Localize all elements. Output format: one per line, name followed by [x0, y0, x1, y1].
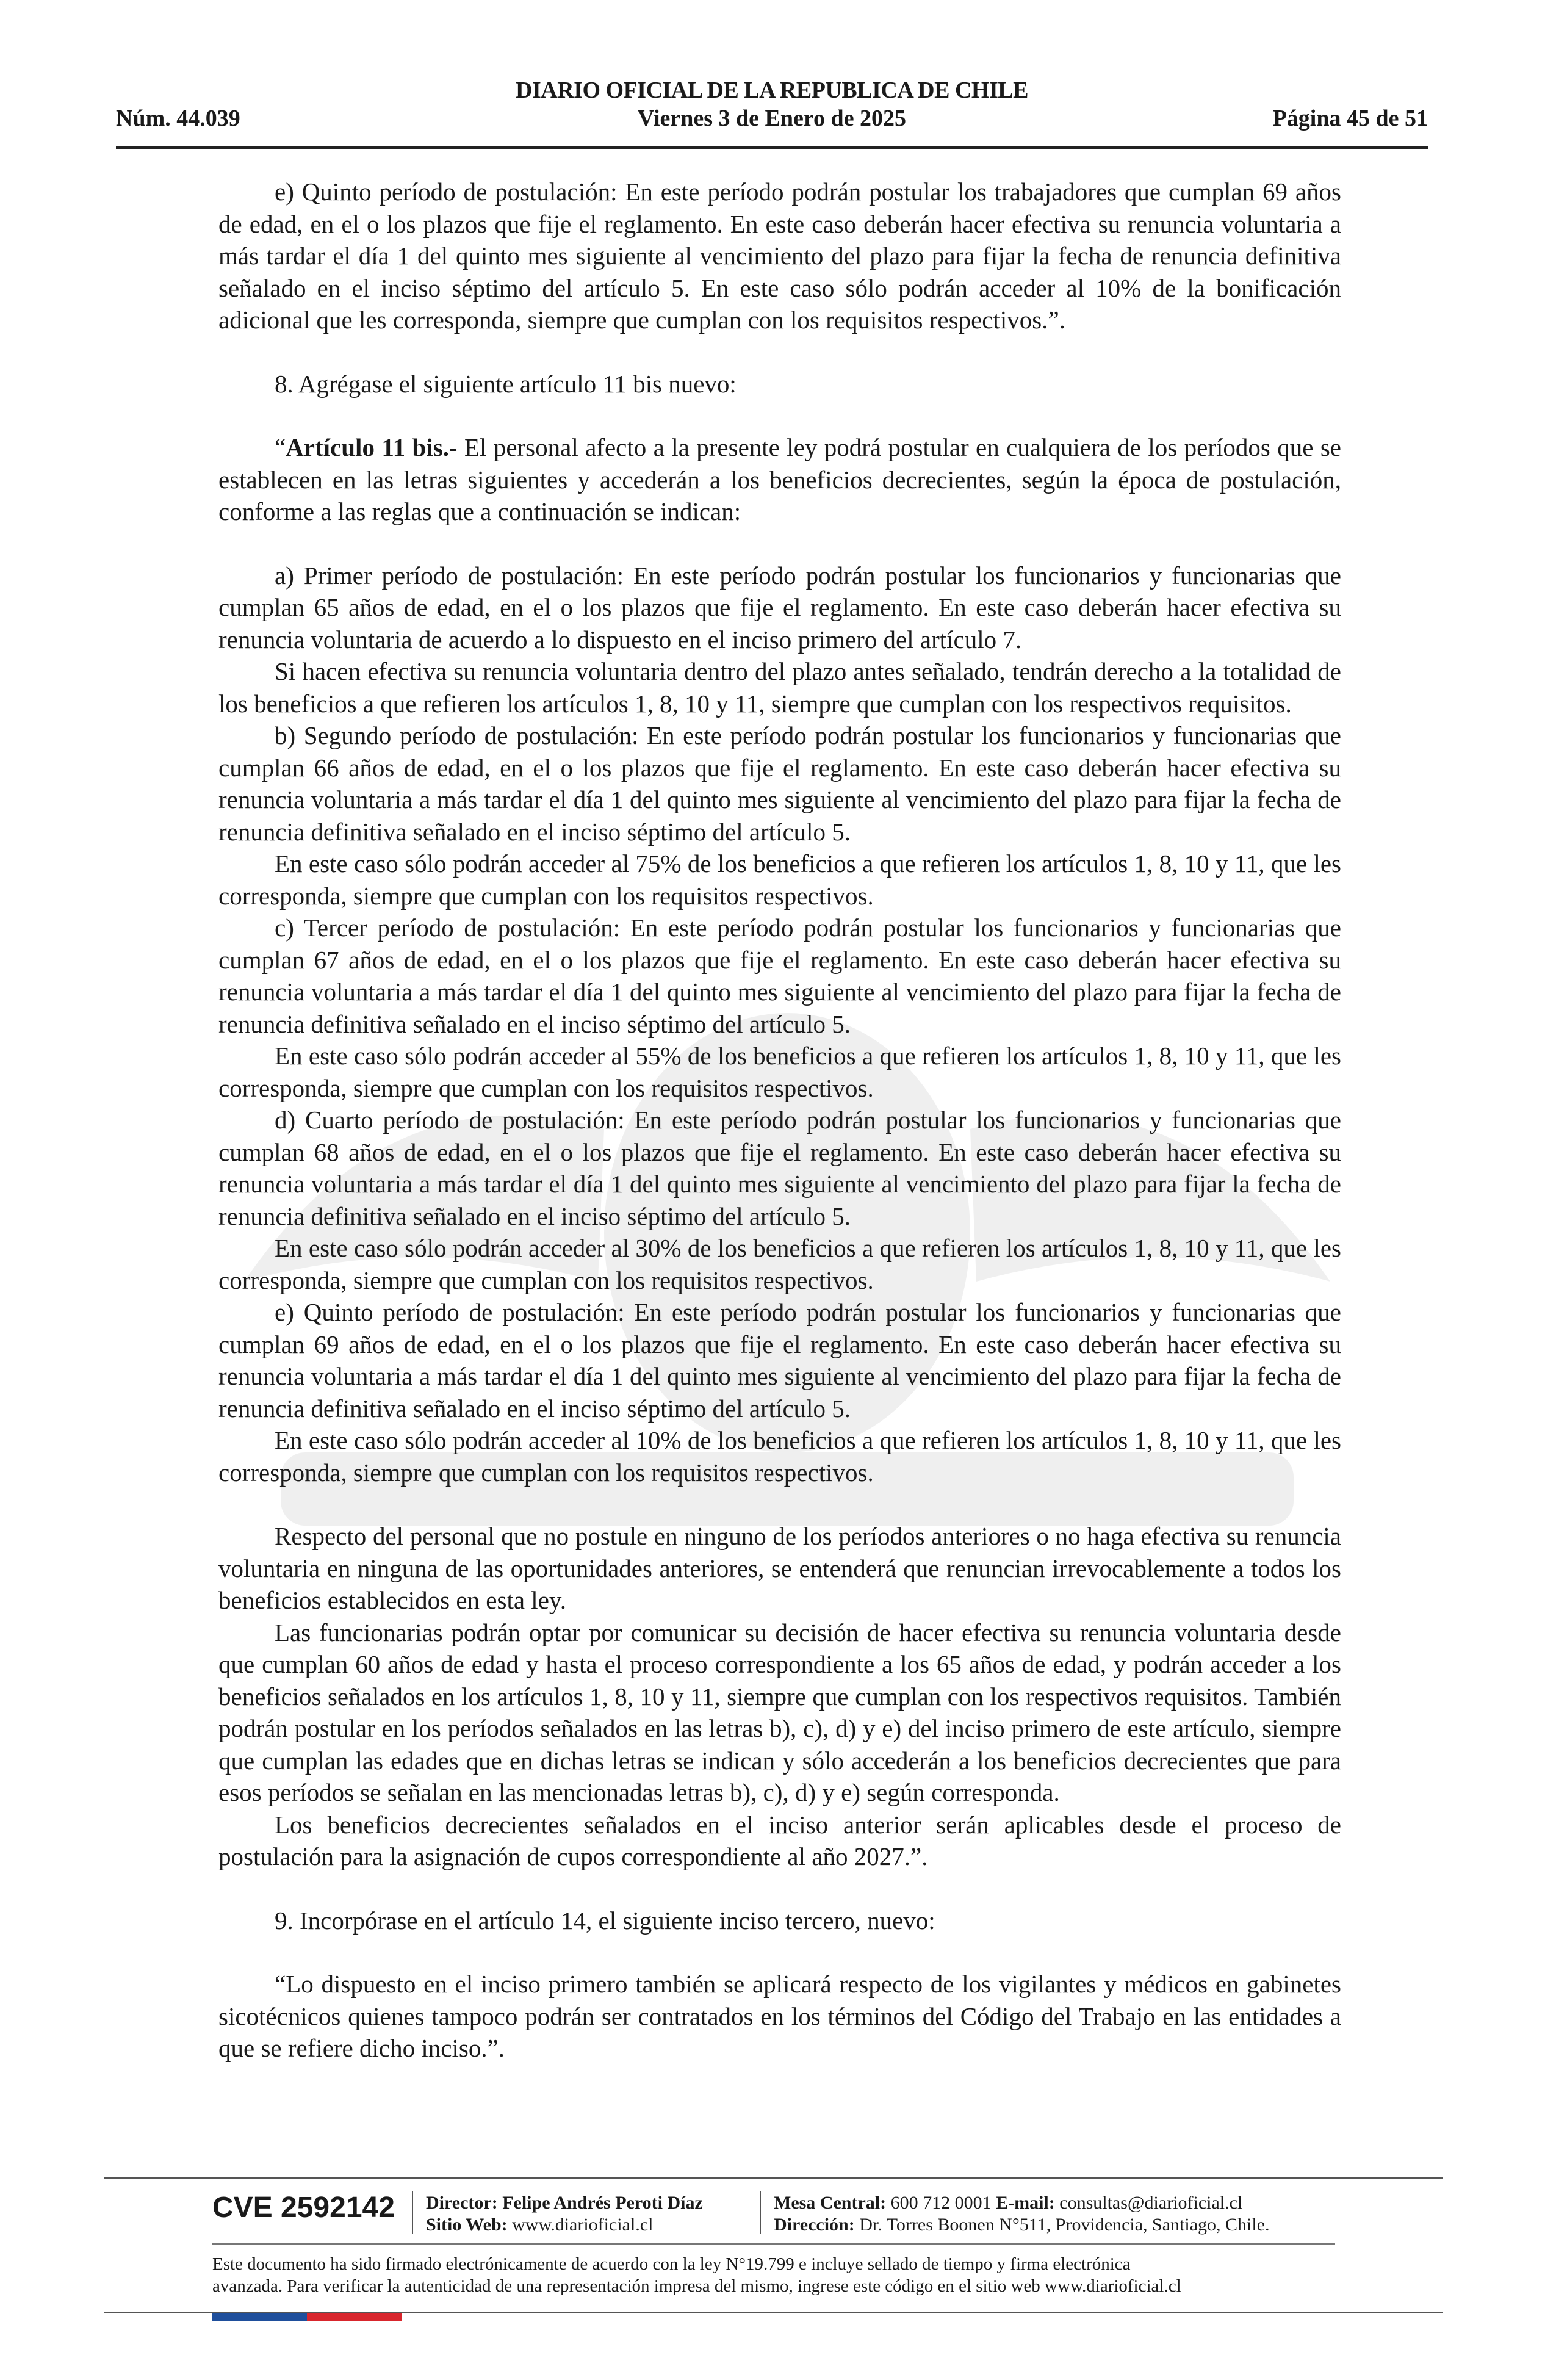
phone-number: 600 712 0001: [890, 2193, 992, 2213]
signature-notice: [212, 2253, 1335, 2297]
paragraph: b) Segundo período de postulación: En este período podrán postular los funcionarios y funcionarias que cumplan 66 años de edad, en el o los plazos que fije el reglamento. En este caso deberán hacer efectiva su renuncia voluntaria a más tardar el día 1 del quinto mes siguiente al vencimiento del plazo para fijar la fecha de renuncia definitiva señalado en el inciso séptimo del artículo 5.: [218, 721, 1341, 846]
article-intro-paragraph: [218, 431, 1341, 528]
paragraph: Los beneficios decrecientes señalados en el inciso anterior serán aplicables desde el proceso de postulación para la asignación de cupos correspondiente al año 2027.”.: [218, 1810, 1341, 1870]
cve-code: CVE 2592142: [212, 2191, 395, 2224]
document-body: [218, 176, 1341, 2064]
footer-separator: [760, 2191, 761, 2234]
flag-stripe-red: [307, 2313, 402, 2321]
footer-director-block: [426, 2192, 703, 2236]
article-heading: Artículo 11 bis.-: [286, 433, 458, 461]
page-header: [116, 72, 1428, 149]
website-link[interactable]: www.diarioficial.cl: [512, 2215, 654, 2235]
paragraph: Las funcionarias podrán optar por comunicar su decisión de hacer efectiva su renuncia voluntaria desde que cumplan 60 años de edad y hasta el proceso correspondiente a los 65 años de edad, y podrán acceder a los beneficios señalados en los artículos 1, 8, 10 y 11, siempre que cumplan con los respectivos requisitos. También podrán postular en los períodos señalados en las letras b), c), d) y e) del inciso primero de este artículo, siempre que cumplan las edades que en dichas letras se indican y sólo accederán a los beneficios decrecientes que para esos períodos se señalan en las mencionadas letras b), c), d) y e) según corresponda.: [218, 1618, 1341, 1806]
open-quote: “: [275, 433, 286, 461]
footer-contact-block: [774, 2192, 1270, 2236]
paragraph: 9. Incorpórase en el artículo 14, el siguiente inciso tercero, nuevo:: [275, 1906, 935, 1935]
director-label: Director:: [426, 2193, 498, 2213]
issue-number: Núm. 44.039: [116, 106, 240, 131]
paragraph: Si hacen efectiva su renuncia voluntaria dentro del plazo antes señalado, tendrán derecho a la totalidad de los beneficios a que refieren los artículos 1, 8, 10 y 11, siempre que cumplan con los respectivos requisitos.: [218, 657, 1341, 718]
footer-divider: [104, 2177, 1443, 2179]
email-label: E-mail:: [996, 2193, 1055, 2213]
paragraph: a) Primer período de postulación: En este período podrán postular los funcionarios y funcionarias que cumplan 65 años de edad, en el o los plazos que fije el reglamento. En este caso deberán hacer efectiva su renuncia voluntaria de acuerdo a lo dispuesto en el inciso primero del artículo 7.: [218, 561, 1341, 654]
paragraph: En este caso sólo podrán acceder al 30% de los beneficios a que refieren los artículos 1, 8, 10 y 11, que les corresponda, siempre que cumplan con los requisitos respectivos.: [218, 1234, 1341, 1294]
article-intro-text: El personal afecto a la presente ley podrá postular en cualquiera de los períodos que se establecen en las letras siguientes y accederán a los beneficios decrecientes, según la época de postulación, conforme a las reglas que a continuación se indican:: [218, 433, 1341, 525]
paragraph: d) Cuarto período de postulación: En este período podrán postular los funcionarios y funcionarias que cumplan 68 años de edad, en el o los plazos que fije el reglamento. En este caso deberán hacer efectiva su renuncia voluntaria a más tardar el día 1 del quinto mes siguiente al vencimiento del plazo para fijar la fecha de renuncia definitiva señalado en el inciso séptimo del artículo 5.: [218, 1106, 1341, 1230]
flag-stripe-blue: [212, 2313, 307, 2321]
paragraph: En este caso sólo podrán acceder al 75% de los beneficios a que refieren los artículos 1, 8, 10 y 11, que les corresponda, siempre que cumplan con los requisitos respectivos.: [218, 849, 1341, 910]
address-value: Dr. Torres Boonen N°511, Providencia, Santiago, Chile.: [859, 2215, 1270, 2235]
newspaper-title: DIARIO OFICIAL DE LA REPUBLICA DE CHILE: [516, 78, 1028, 103]
paragraph: “Lo dispuesto en el inciso primero también se aplicará respecto de los vigilantes y médicos en gabinetes sicotécnicos quienes tampoco podrán ser contratados en los términos del Código del Trabajo en las entidades a que se refiere dicho inciso.”.: [218, 1970, 1341, 2062]
mesa-label: Mesa Central:: [774, 2193, 887, 2213]
footer-inner-divider: [212, 2243, 1335, 2245]
signature-notice-line: avanzada. Para verificar la autenticidad de una representación impresa del mismo, ingrese este código en el sitio web www.diarioficial.cl: [212, 2276, 1181, 2296]
footer-separator: [412, 2191, 413, 2234]
signature-notice-line: Este documento ha sido firmado electrónicamente de acuerdo con la ley N°19.799 e incluye sellado de tiempo y firma electrónica: [212, 2254, 1131, 2274]
email-link[interactable]: consultas@diarioficial.cl: [1059, 2193, 1243, 2213]
footer-bottom-divider: [104, 2312, 1443, 2313]
paragraph: Respecto del personal que no postule en ninguno de los períodos anteriores o no haga efectiva su renuncia voluntaria en ninguna de las oportunidades anteriores, se entenderá que renuncian irrevocablemente a todos los beneficios establecidos en esta ley.: [218, 1522, 1341, 1614]
paragraph: En este caso sólo podrán acceder al 10% de los beneficios a que refieren los artículos 1, 8, 10 y 11, que les corresponda, siempre que cumplan con los requisitos respectivos.: [218, 1426, 1341, 1487]
website-label: Sitio Web:: [426, 2215, 508, 2235]
issue-date: Viernes 3 de Enero de 2025: [637, 106, 907, 131]
paragraph: En este caso sólo podrán acceder al 55% de los beneficios a que refieren los artículos 1, 8, 10 y 11, que les corresponda, siempre que cumplan con los requisitos respectivos.: [218, 1042, 1341, 1102]
director-name: Felipe Andrés Peroti Díaz: [502, 2193, 703, 2213]
page-number: Página 45 de 51: [1272, 106, 1428, 131]
paragraph: c) Tercer período de postulación: En este período podrán postular los funcionarios y funcionarias que cumplan 67 años de edad, en el o los plazos que fije el reglamento. En este caso deberán hacer efectiva su renuncia voluntaria a más tardar el día 1 del quinto mes siguiente al vencimiento del plazo para fijar la fecha de renuncia definitiva señalado en el inciso séptimo del artículo 5.: [218, 914, 1341, 1038]
address-label: Dirección:: [774, 2215, 855, 2235]
paragraph: e) Quinto período de postulación: En este período podrán postular los funcionarios y funcionarias que cumplan 69 años de edad, en el o los plazos que fije el reglamento. En este caso deberán hacer efectiva su renuncia voluntaria a más tardar el día 1 del quinto mes siguiente al vencimiento del plazo para fijar la fecha de renuncia definitiva señalado en el inciso séptimo del artículo 5.: [218, 1298, 1341, 1423]
paragraph: e) Quinto período de postulación: En este período podrán postular los trabajadores que cumplan 69 años de edad, en el o los plazos que fije el reglamento. En este caso deberán hacer efectiva su renuncia voluntaria a más tardar el día 1 del quinto mes siguiente al vencimiento del plazo para fijar la fecha de renuncia definitiva señalado en el inciso séptimo del artículo 5. En este caso sólo podrán acceder al 10% de la bonificación adicional que les corresponda, siempre que cumplan con los requisitos respectivos.”.: [218, 178, 1341, 334]
paragraph: 8. Agrégase el siguiente artículo 11 bis nuevo:: [275, 369, 737, 398]
